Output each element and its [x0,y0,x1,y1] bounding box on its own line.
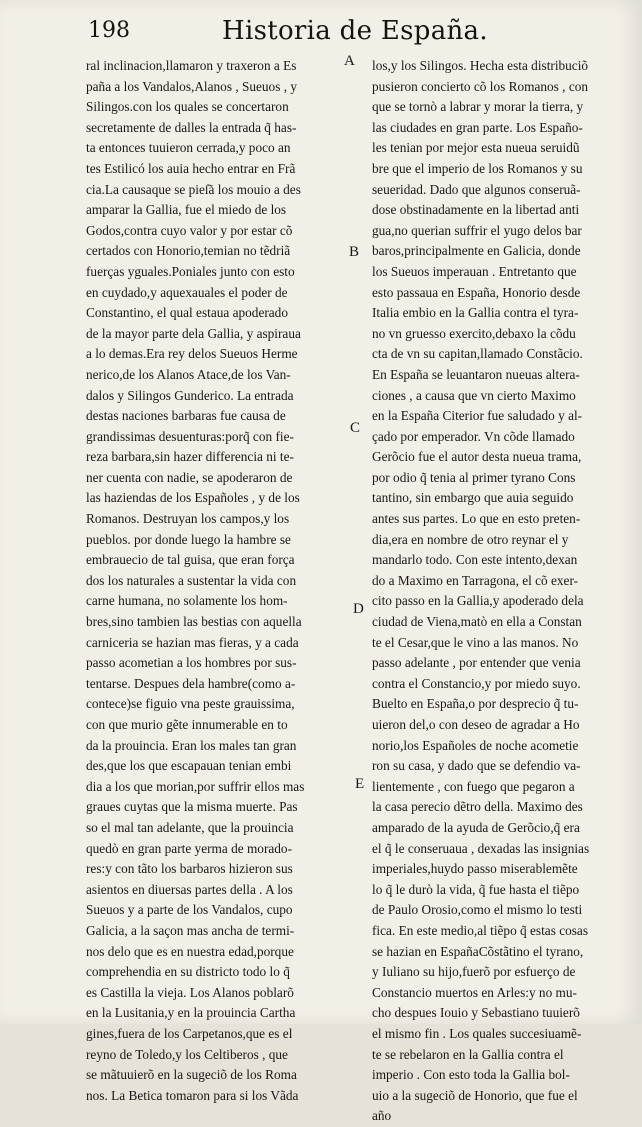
right-column-line: tantino, sin embargo que auia seguido [372,490,574,506]
right-column-line: los,y los Silingos. Hecha esta distribuciõ [372,58,589,73]
right-column-line: el mismo fin . Los quales succesiuamẽ- [372,1025,582,1041]
right-column-line: Constancio muertos en Arles:y no mu- [372,984,577,1000]
left-column-line: de la mayor parte dela Gallia, y aspiraua [86,325,301,341]
left-column-line: paña a los Vandalos,Alanos , Sueuos , y [86,78,298,94]
left-column-line: en cuydado,y aquexauales el poder de [86,284,288,300]
left-column-line: grandissimas desuenturas:porq̃ con fie- [86,428,294,444]
left-column-line: secretamente de dalles la entrada q̃ has- [86,119,297,135]
right-column-line: dose obstinadamente en la libertad anti [372,202,580,218]
left-text-column [86,56,361,1106]
left-column-line: tes Estilicó los auia hecho entrar en Frã [86,160,296,176]
left-column-line: dia a los que morian,por suffrir ellos mas [86,778,305,794]
column-gutter [364,55,365,975]
left-column-line: ral inclinacion,llamaron y traxeron a Es [86,58,297,73]
right-column-line: esto passaua en España, Honorio desde [372,284,581,300]
left-column-line: asientos en diuersas partes della . A los [86,881,293,897]
left-column-line: reyno de Toledo,y los Celtiberos , que [86,1046,288,1062]
right-column-line: contra el Constancio,y por miedo suyo. [372,675,581,691]
running-title: Historia de España. [222,16,488,46]
right-column-line: imperiales,huydo passo miserablemẽte [372,861,578,877]
right-column-line: los Sueuos imperauan . Entretanto que [372,263,577,279]
right-column-line: gua,no querian suffrir el yugo delos bar [372,222,582,238]
right-column-line: que se tornò a labrar y morar la tierra, y [372,99,584,115]
left-column-line: nos. La Betica tomaron para si los Vãda [86,1087,299,1103]
left-column-line: carniceria se hazian mas fieras, y a cada [86,634,299,650]
right-column-line: bre que el imperio de los Romanos y su [372,160,583,176]
left-column-line: des,que los que escapauan tenian embi [86,758,292,774]
left-column-line: Silingos.con los quales se concertaron [86,99,289,115]
left-column-line: ta entonces tuuieron cerrada,y poco an [86,140,291,156]
right-column-line: fica. En este medio,al tiẽpo q̃ estas cosas [372,922,589,938]
right-column-line: dia,era en nombre de otro reynar el y [372,531,569,547]
right-column-line: uio a la sugeciõ de Honorio, que fue el [372,1087,578,1103]
left-column-line: bres,sino tambien las bestias con aquella [86,614,302,630]
left-column-line: res:y con tãto los barbaros hizieron sus [86,861,293,877]
right-column-line: te el Cesar,que le vino a las manos. No [372,634,579,650]
right-column-line: ciones , a causa que vn cierto Maximo [372,387,576,403]
right-column-line: te se rebelaron en la Gallia contra el [372,1046,564,1062]
left-column-line: tentarse. Despues dela hambre(como a- [86,675,296,691]
right-column-line: y Iuliano su hijo,fuerõ por esfuerço de [372,964,576,980]
right-column-line: en la España Citerior fue saludado y al- [372,408,583,424]
right-column-line: ron su casa, y dado que se defendio va- [372,758,581,774]
right-column-line: cta de vn su capitan,llamado Constãcio. [372,346,583,362]
left-column-line: carne humana, no solamente los hom- [86,593,288,609]
left-column-line: en la Lusitania,y en la prouincia Cartha [86,1005,296,1021]
right-column-line: cito passo en la Gallia,y apoderado dela [372,593,584,609]
right-column-line: año [372,1108,392,1124]
right-column-line: amparado de la ayuda de Gerõcio,q̃ era [372,819,580,835]
right-column-line: no vn gruesso exercito,debaxo la cõdu [372,325,576,341]
left-column-line: es Castilla la vieja. Los Alanos poblarõ [86,984,294,1000]
right-column-line: pusieron concierto cõ los Romanos , con [372,78,589,94]
left-column-line: se mãtuuierõ en la sugeciõ de los Roma [86,1067,297,1083]
left-column-line: a lo demas.Era rey delos Sueuos Herme [86,346,298,362]
left-column-line: quedò en gran parte yerma de morado- [86,840,293,856]
left-column-line: las haziendas de los Españoles , y de los [86,490,300,506]
right-column-line: çado por emperador. Vn cõde llamado [372,428,575,444]
right-column-line: norio,los Españoles de noche acometie [372,737,579,753]
right-column-line: En España se leuantaron nueuas altera- [372,366,580,382]
section-marker-c: C [350,420,361,436]
left-column-line: comprehendia en su districto todo lo q̃ [86,964,290,980]
left-column-line: Constantino, el qual estaua apoderado [86,305,288,321]
right-column-line: lo q̃ le durò la vida, q̃ fue hasta el tiẽpo [372,881,580,897]
left-column-line: contece)se figuio vna peste grauissima, [86,696,295,712]
right-column-line: uieron del,o con deseo de agradar a Ho [372,717,580,732]
left-column-line: Sueuos y a parte de los Vandalos, cupo [86,902,293,918]
right-text-column [372,56,622,1127]
section-marker-b: B [349,244,360,260]
right-column-line: de Paulo Orosio,como el mismo lo testi [372,902,583,918]
right-column-line: Gerõcio fue el autor desta nueua trama, [372,449,582,465]
left-column-line: destas naciones barbaras fue causa de [86,408,286,424]
left-column-line: Romanos. Destruyan los campos,y los [86,511,290,527]
left-column-line: con que murio gẽte innumerable en to [86,717,288,732]
section-marker-d: D [353,601,364,617]
left-column-line: nerico,de los Alanos Atace,de los Van- [86,366,291,382]
left-column-line: cia.La causaque se pieſ̃a los mouio a des [86,181,301,197]
section-marker-a: A [344,53,355,69]
left-column-line: passo acometian a los hombres por sus- [86,655,297,671]
right-column-line: Italia embio en la Gallia contra el tyra- [372,305,579,321]
right-column-line: les tenian por mejor esta nueua seruidũ [372,140,580,156]
left-column-line: reza barbara,sin hazer differencia ni te- [86,449,294,465]
right-column-line: lientemente , con fuego que pegaron a [372,778,575,794]
left-column-line: certados con Honorio,temian no tẽdriã [86,243,291,259]
right-column-line: cho despues Iouio y Sebastiano tuuierõ [372,1005,580,1021]
left-column-line: dalos y Silingos Gunderico. La entrada [86,387,294,403]
left-column-line: da la prouincia. Eran los males tan gran [86,737,297,753]
right-column-line: por odio q̃ tenia al primer tyrano Cons [372,469,576,485]
right-column-line: mandarlo todo. Con este intento,dexan [372,552,578,568]
left-column-line: pueblos. por donde luego la hambre se [86,531,291,547]
left-column-line: Godos,contra cuyo valor y por estar cõ [86,222,293,238]
right-column-line: seueridad. Dado que algunos conseruã- [372,181,581,197]
right-column-line: baros,principalmente en Galicia, donde [372,243,581,259]
left-column-line: so el mal tan adelante, que la prouincia [86,819,294,835]
right-column-line: ciudad de Viena,matò en ella a Constan [372,614,582,630]
left-column-line: amparar la Gallia, fue el miedo de los [86,202,287,218]
right-column-line: imperio . Con esto toda la Gallia bol- [372,1067,570,1083]
right-column-line: las ciudades en gran parte. Los Españo- [372,119,583,135]
left-column-line: fuerças yguales.Poniales junto con esto [86,263,295,279]
left-column-line: gines,fuera de los Carpetanos,que es el [86,1025,293,1041]
left-column-line: Galicia, a la saçon mas ancha de termi- [86,922,295,938]
page-number: 198 [88,18,130,43]
left-column-line: graues cuytas que la misma muerte. Pas [86,799,298,815]
left-column-line: embrauecio de tal guisa, que eran força [86,552,295,568]
right-column-line: el q̃ le conseruaua , dexadas las insignias [372,840,590,856]
right-column-line: se hazian en EspañaCõstãtino el tyrano, [372,943,584,959]
section-marker-e: E [355,776,365,792]
left-column-line: dos los naturales a sustentar la vida con [86,572,297,588]
right-column-line: do a Maximo en Tarragona, el cõ exer- [372,572,579,588]
right-column-line: antes sus partes. Lo que en esto preten- [372,511,581,527]
left-column-line: ner cuenta con nadie, se apoderaron de [86,469,293,485]
right-column-line: la casa perecio dẽtro della. Maximo des [372,799,583,815]
right-column-line: passo adelante , por entender que venia [372,655,581,671]
left-column-line: nos delo que es en nuestra edad,porque [86,943,294,959]
right-column-line: Bueltо en España,o por desprecio q̃ tu- [372,696,579,712]
